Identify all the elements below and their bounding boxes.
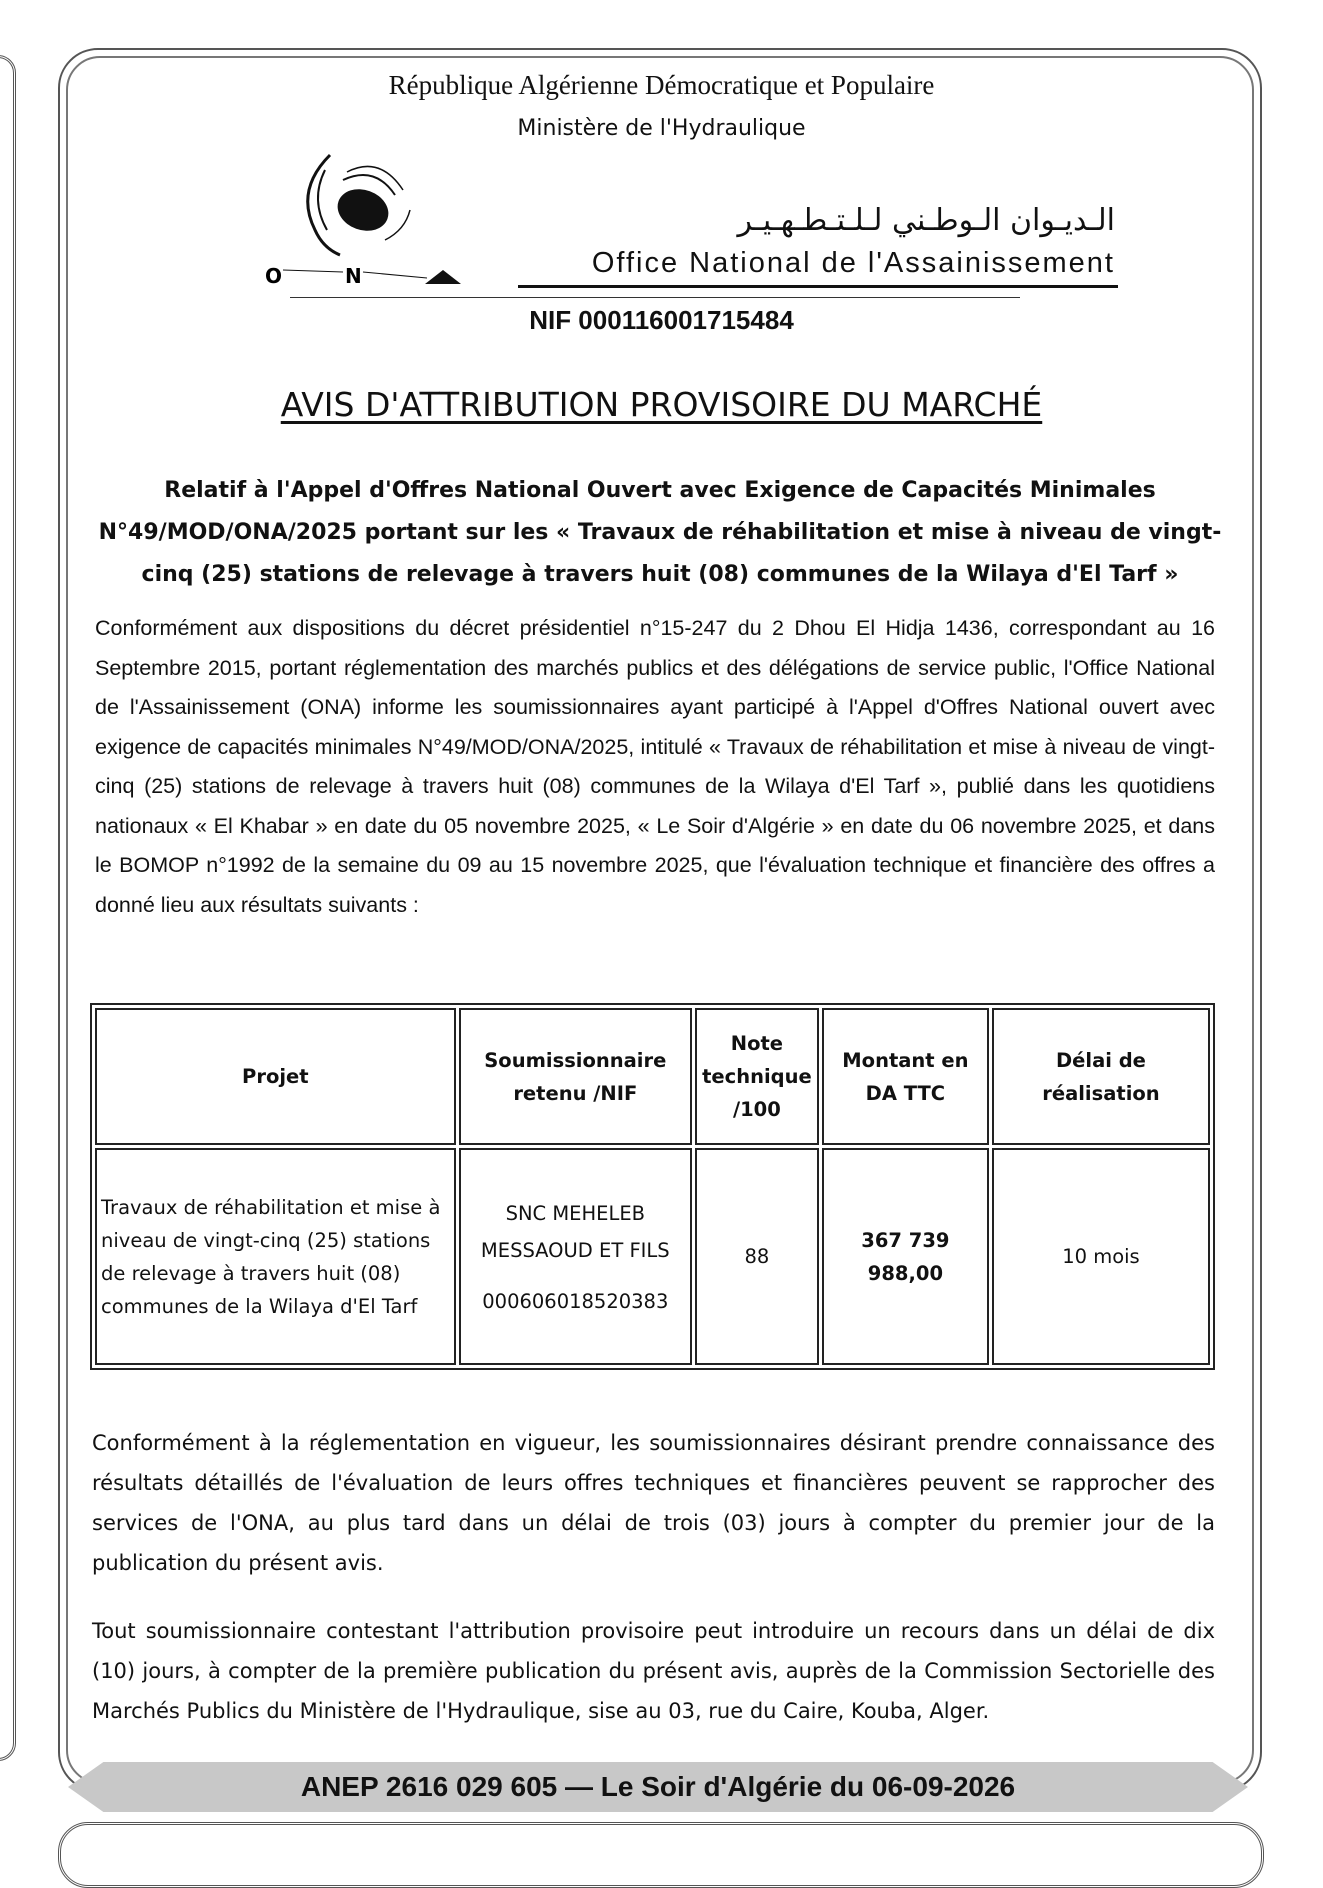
logo-letter-o: O — [265, 264, 283, 288]
logo-letter-n: N — [345, 264, 362, 288]
ona-logo-icon — [255, 150, 485, 290]
cell-projet: Travaux de réhabilitation et mise à niveau de vingt-cinq (25) stations de relevage à travers huit (08) communes de la Wilaya d'El Tarf — [95, 1148, 456, 1365]
cell-soumissionnaire-nif: 000606018520383 — [482, 1290, 669, 1313]
table-row — [95, 1148, 1210, 1365]
notice-subject: Relatif à l'Appel d'Offres National Ouvert avec Exigence de Capacités Minimales N°49/MOD/ONA/2025 portant sur les « Travaux de réhabilitation et mise à niveau de vingt-cinq (25) stations de relevage à travers huit (08) communes de la Wilaya d'El Tarf » — [98, 478, 1222, 587]
nif-number: NIF 000116001715484 — [529, 305, 794, 335]
cell-soumissionnaire — [459, 1148, 692, 1365]
body-paragraph-3: Tout soumissionnaire contestant l'attribution provisoire peut introduire un recours dans un délai de dix (10) jours, à compter de la première publication du présent avis, auprès de la Commission Sectorielle des Marchés Publics du Ministère de l'Hydraulique, sise au 03, rue du Caire, Kouba, Alger. — [92, 1619, 1215, 1723]
header-delai: Délai de réalisation — [992, 1008, 1210, 1145]
footer-publication-ref: ANEP 2616 029 605 — Le Soir d'Algérie du 06-09-2026 — [300, 1771, 1016, 1802]
header-montant: Montant en DA TTC — [822, 1008, 989, 1145]
cell-soumissionnaire-name: SNC MEHELEB MESSAOUD ET FILS — [480, 1202, 670, 1262]
body-paragraph-2: Conformément à la réglementation en vigueur, les soumissionnaires désirant prendre connaissance des résultats détaillés de l'évaluation de leurs offres techniques et financières peuvent se rapprocher des services de l'ONA, au plus tard dans un délai de trois (03) jours à compter du premier jour de la publication du présent avis. — [92, 1431, 1215, 1575]
arabic-office-name: الـديـوان الـوطـني لـلـتـطـهـيـر — [737, 203, 1115, 238]
cell-note: 88 — [695, 1148, 819, 1365]
table-header-row — [95, 1008, 1210, 1145]
header-soumissionnaire: Soumissionnaire retenu /NIF — [459, 1008, 692, 1145]
header-rule-thin — [290, 297, 1020, 298]
republic-heading: République Algérienne Démocratique et Populaire — [388, 70, 935, 100]
cell-delai: 10 mois — [992, 1148, 1210, 1365]
adjacent-frame-bottom — [58, 1822, 1264, 1888]
results-table — [90, 1003, 1215, 1370]
notice-title: AVIS D'ATTRIBUTION PROVISOIRE DU MARCHÉ — [280, 385, 1043, 424]
body-paragraph-1: Conformément aux dispositions du décret présidentiel n°15-247 du 2 Dhou El Hidja 1436, correspondant au 16 Septembre 2015, portant réglementation des marchés publics et des délégations de service public, l'Office National de l'Assainissement (ONA) informe les soumissionnaires ayant participé à l'Appel d'Offres National ouvert avec exigence de capacités minimales N°49/MOD/ONA/2025, intitulé « Travaux de réhabilitation et mise à niveau de vingt-cinq (25) stations de relevage à travers huit (08) communes de la Wilaya d'El Tarf », publié dans les quotidiens nationaux « El Khabar » en date du 05 novembre 2025, « Le Soir d'Algérie » en date du 06 novembre 2025, et dans le BOMOP n°1992 de la semaine du 09 au 15 novembre 2025, que l'évaluation technique et financière des offres a donné lieu aux résultats suivants : — [95, 616, 1215, 917]
logo-letter-a — [425, 270, 461, 284]
office-name: Office National de l'Assainissement — [591, 247, 1115, 279]
cell-montant: 367 739 988,00 — [822, 1148, 989, 1365]
header-note: Note technique /100 — [695, 1008, 819, 1145]
ministry-heading: Ministère de l'Hydraulique — [517, 116, 806, 141]
header-projet: Projet — [95, 1008, 456, 1145]
header-rule — [518, 285, 1118, 288]
